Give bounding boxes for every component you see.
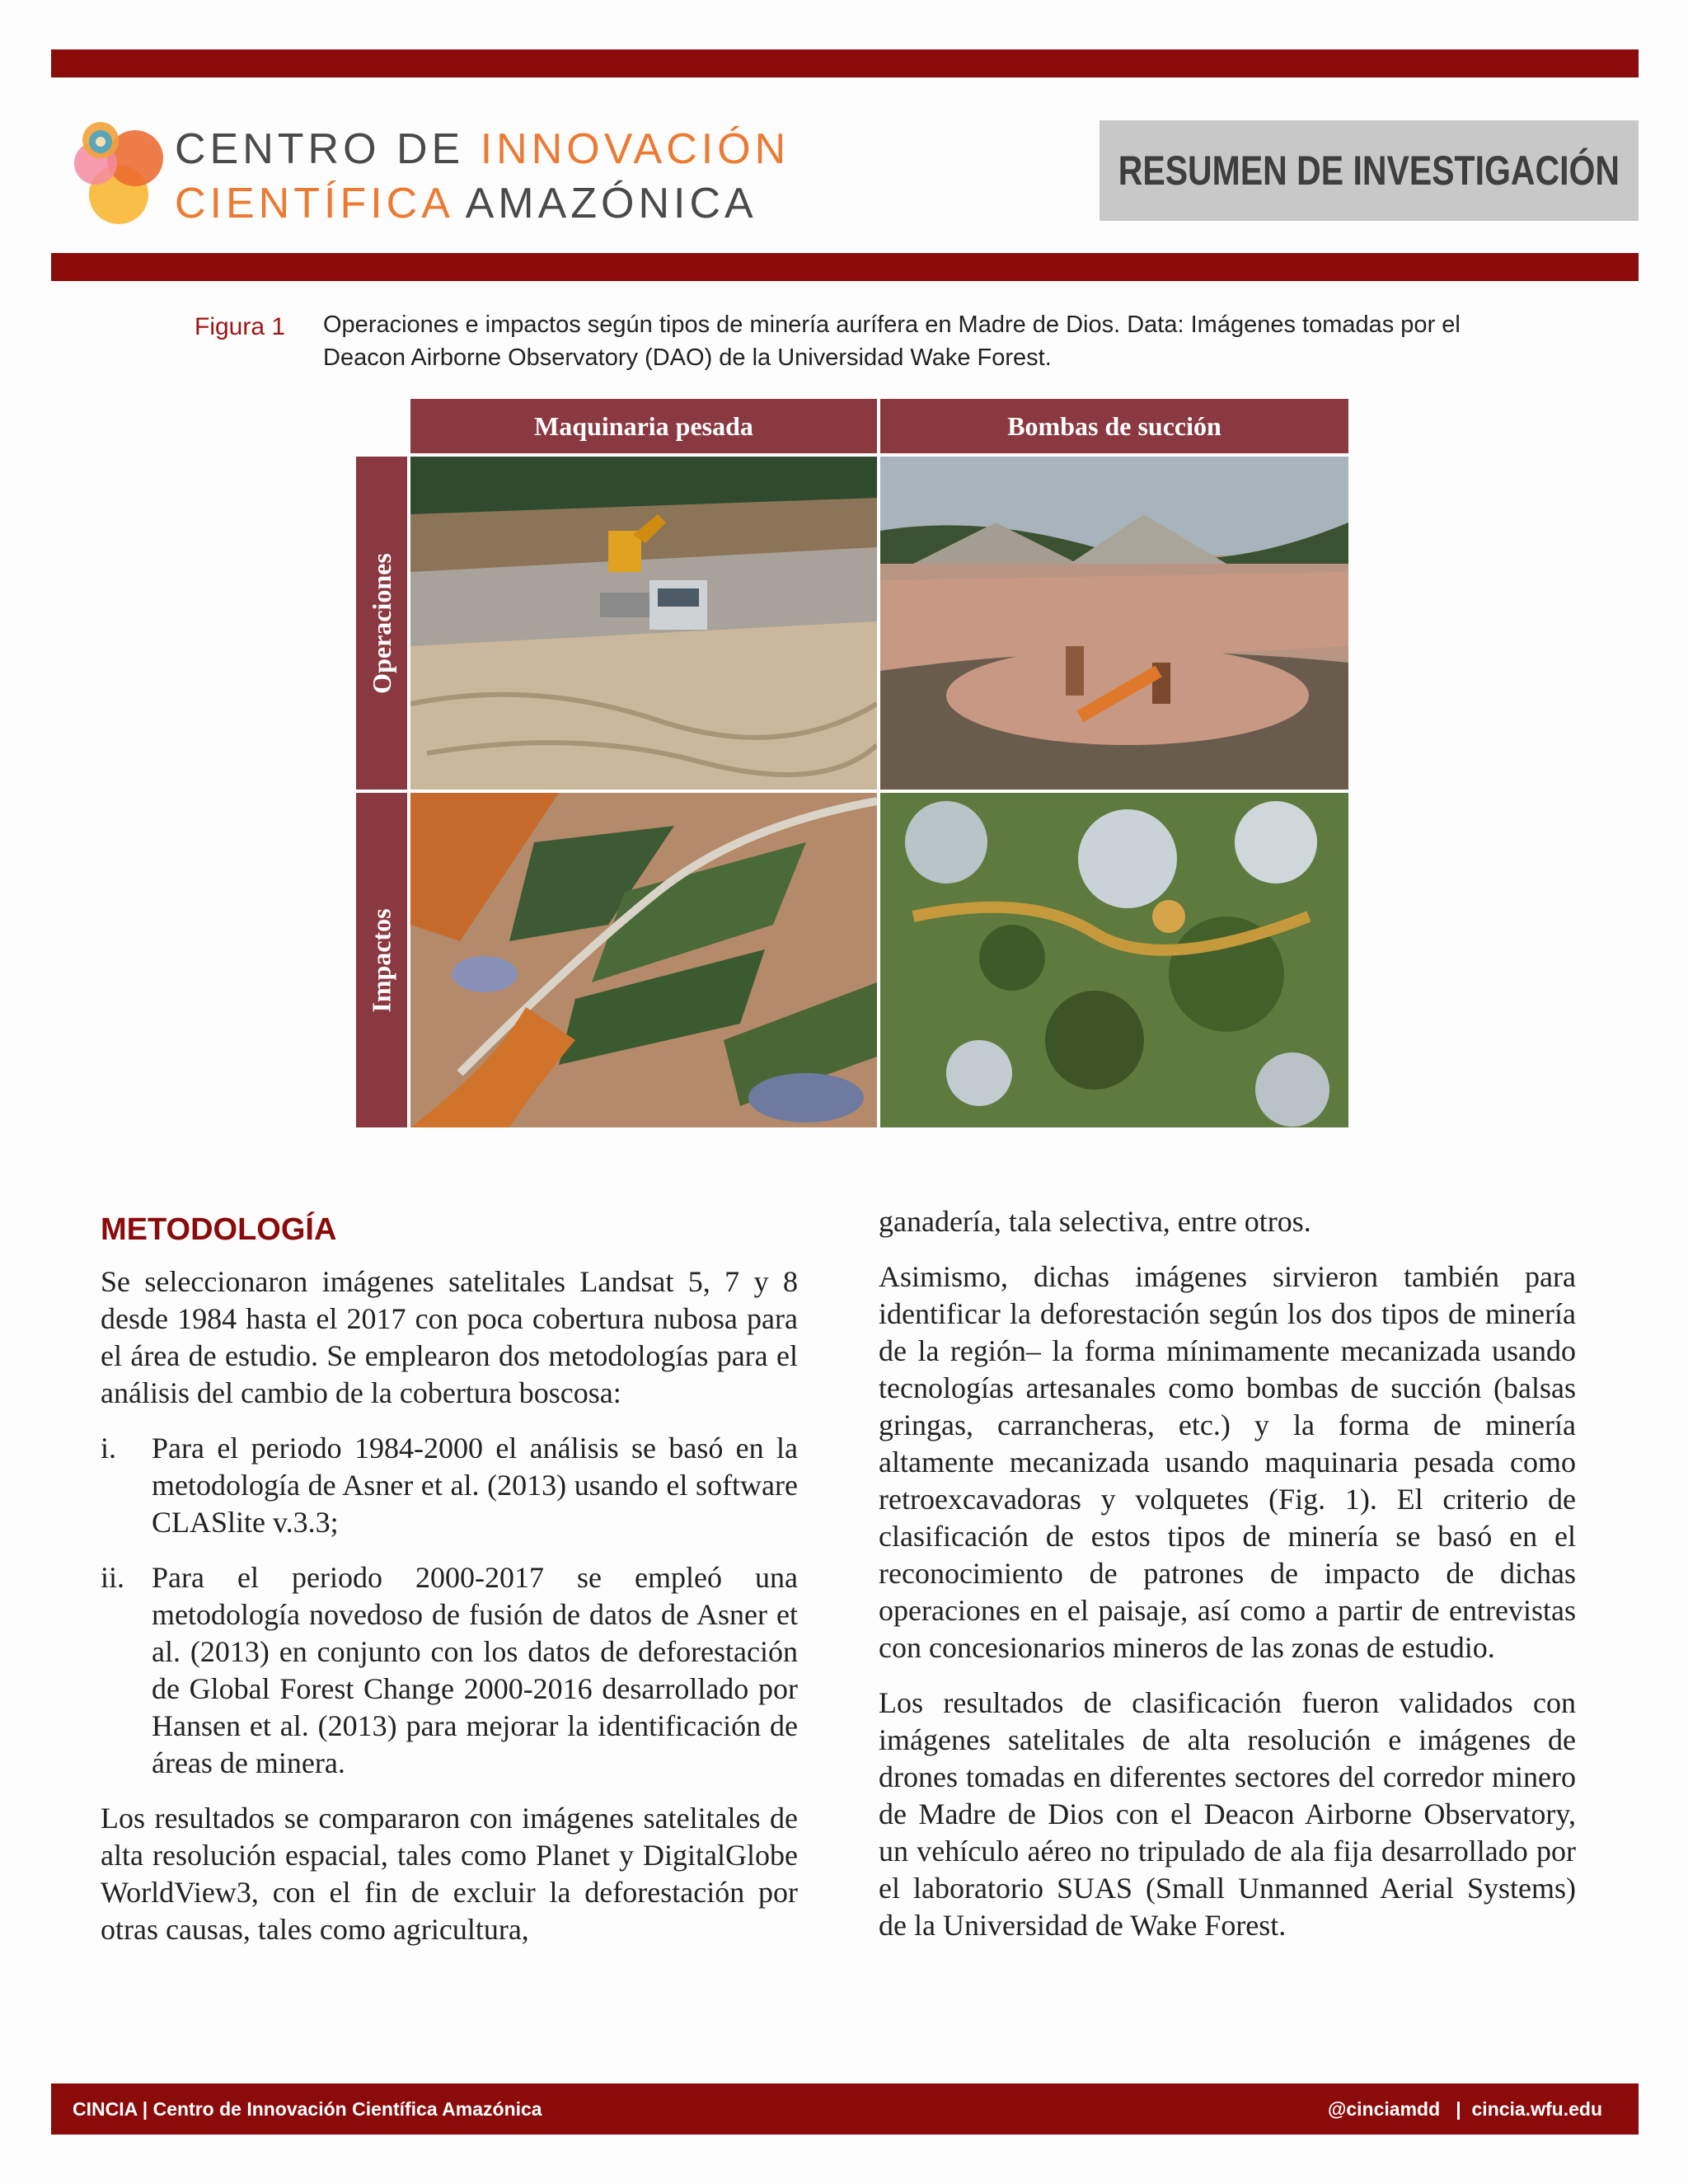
logo-word-centro: CENTRO DE (175, 125, 481, 173)
section-title: METODOLOGÍA (101, 1212, 337, 1247)
list-number: ii. (101, 1561, 125, 1594)
logo-wordmark (175, 122, 790, 231)
row-header-operations-label: Operaciones (366, 552, 396, 694)
paragraph-results-comparison: Los resultados se compararon con imágenes satelitales de alta resolución espacial, tales como Planet y DigitalGlobe WorldView3, con el fin de excluir la deforestación por otras causas, tales como agricultura, (101, 1802, 798, 1946)
logo-word-innovacion: INNOVACIÓN (480, 125, 790, 173)
badge-text: RESUMEN DE INVESTIGACIÓN (1118, 148, 1620, 194)
research-summary-badge (1100, 120, 1639, 221)
footer-contact: @cinciamdd | cincia.wfu.edu (1327, 2098, 1602, 2120)
photo-suction-pump-workers (880, 457, 1348, 790)
figure-caption: Operaciones e impactos según tipos de minería aurífera en Madre de Dios. Data: Imágenes tomadas por el Deacon Airborne Observatory (DAO) de la Universidad Wake Forest. (323, 312, 1461, 371)
logo-word-cientifica: CIENTÍFICA (175, 180, 466, 227)
row-header-operations (356, 457, 407, 790)
left-column (101, 1203, 798, 1966)
photo-aerial-suction-pump-impact (880, 793, 1348, 1127)
row-header-impacts (356, 793, 407, 1127)
paragraph-intro: Se seleccionaron imágenes satelitales Landsat 5, 7 y 8 desde 1984 hasta el 2017 con poca cobertura nubosa para el área de estudio. Se emplearon dos metodologías para el análisis del cambio de la cobertura boscosa: (101, 1265, 798, 1409)
footer-bar (51, 2083, 1639, 2135)
paragraph-continuation: ganadería, tala selectiva, entre otros. (879, 1205, 1311, 1238)
figure-grid (356, 399, 1348, 1127)
photo-excavator-truck-mining (410, 457, 877, 790)
paragraph-validation: Los resultados de clasificación fueron validados con imágenes satelitales de alta resolución e imágenes de drones tomadas en diferentes sectores del corredor minero de Madre de Dios con el Deacon Airborne Observatory, un vehículo aéreo no tripulado de ala fija desarrollado por el laboratorio SUAS (Small Unmanned Aerial Systems) de la Universidad de Wake Forest. (879, 1686, 1576, 1942)
logo-word-amazonica: AMAZÓNICA (465, 180, 757, 227)
paragraph-mining-types: Asimismo, dichas imágenes sirvieron también para identificar la deforestación según los dos tipos de minería de la región– la forma mínimamente mecanizada usando tecnologías artesanales como bombas de succión (balsas gringas, carrancheras, etc.) y la forma de minería altamente mecanizada usando maquinaria pesada como retroexcavadoras y volquetes (Fig. 1). El criterio de clasificación de estos tipos de minería se basó en el reconocimiento de patrones de impacto de dichas operaciones en el paisaje, así como a partir de entrevistas con concesionarios mineros de las zonas de estudio. (879, 1260, 1576, 1664)
cincia-logo-icon (69, 115, 168, 231)
list-item (101, 1430, 798, 1541)
list-text: Para el periodo 1984-2000 el análisis se basó en la metodología de Asner et al. (2013) usando el software CLASlite v.3.3; (152, 1432, 798, 1539)
column-header-heavy-machinery: Maquinaria pesada (410, 399, 877, 453)
photo-aerial-heavy-machinery-impact (410, 793, 877, 1127)
row-header-impacts-label: Impactos (366, 907, 396, 1013)
list-text: Para el periodo 2000-2017 se empleó una metodología novedoso de fusión de datos de Asner et al. (2013) en conjunto con los datos de deforestación de Global Forest Change 2000-2016 desarrollado por Hansen et al. (2013) para mejorar la identificación de áreas de minera. (152, 1561, 798, 1779)
column-header-suction-pumps: Bombas de succión (880, 399, 1348, 453)
header-divider-bar (51, 253, 1639, 281)
footer-organization: CINCIA | Centro de Innovación Científica Amazónica (73, 2098, 542, 2120)
right-column (879, 1203, 1576, 1962)
list-item (101, 1559, 798, 1782)
list-number: i. (101, 1432, 117, 1465)
top-bar (51, 49, 1639, 77)
figure-label: Figura 1 (195, 313, 286, 340)
